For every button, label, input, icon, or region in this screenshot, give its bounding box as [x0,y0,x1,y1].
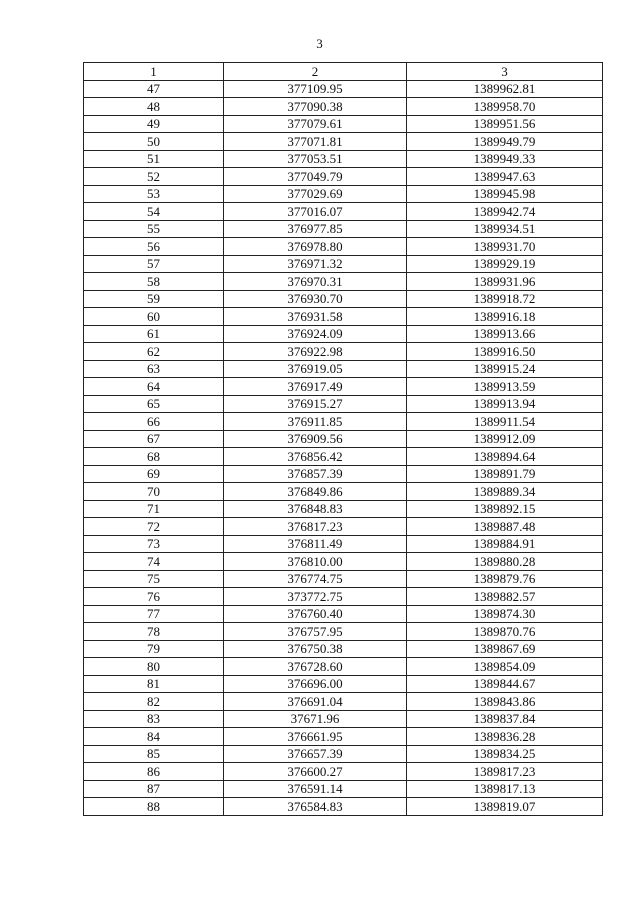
coordinates-table [83,62,603,816]
table-row [84,605,603,623]
cell-y-coordinate: 1389854.09 [407,658,603,676]
cell-x-coordinate: 376978.80 [224,238,407,256]
table-row [84,588,603,606]
cell-x-coordinate: 376924.09 [224,325,407,343]
cell-y-coordinate: 1389958.70 [407,98,603,116]
cell-point-number: 76 [84,588,224,606]
cell-y-coordinate: 1389837.84 [407,710,603,728]
cell-point-number: 79 [84,640,224,658]
table-row [84,728,603,746]
cell-point-number: 73 [84,535,224,553]
table-row [84,220,603,238]
cell-y-coordinate: 1389884.91 [407,535,603,553]
cell-point-number: 63 [84,360,224,378]
cell-point-number: 68 [84,448,224,466]
cell-y-coordinate: 1389879.76 [407,570,603,588]
cell-point-number: 61 [84,325,224,343]
cell-y-coordinate: 1389929.19 [407,255,603,273]
table-row [84,710,603,728]
cell-y-coordinate: 1389891.79 [407,465,603,483]
table-row [84,185,603,203]
cell-x-coordinate: 376760.40 [224,605,407,623]
cell-y-coordinate: 1389880.28 [407,553,603,571]
table-row [84,535,603,553]
table-row [84,203,603,221]
table-row [84,623,603,641]
table-row [84,570,603,588]
cell-point-number: 67 [84,430,224,448]
cell-point-number: 50 [84,133,224,151]
cell-x-coordinate: 376971.32 [224,255,407,273]
table-row [84,465,603,483]
cell-y-coordinate: 1389913.94 [407,395,603,413]
cell-x-coordinate: 376811.49 [224,535,407,553]
cell-point-number: 77 [84,605,224,623]
cell-point-number: 74 [84,553,224,571]
cell-x-coordinate: 377090.38 [224,98,407,116]
cell-y-coordinate: 1389894.64 [407,448,603,466]
cell-x-coordinate: 376909.56 [224,430,407,448]
cell-point-number: 75 [84,570,224,588]
cell-x-coordinate: 376919.05 [224,360,407,378]
cell-point-number: 60 [84,308,224,326]
cell-x-coordinate: 376930.70 [224,290,407,308]
cell-point-number: 57 [84,255,224,273]
table-row [84,168,603,186]
table-row [84,798,603,816]
cell-x-coordinate: 377049.79 [224,168,407,186]
cell-point-number: 53 [84,185,224,203]
cell-y-coordinate: 1389962.81 [407,80,603,98]
cell-x-coordinate: 376600.27 [224,763,407,781]
table-row [84,518,603,536]
cell-x-coordinate: 376810.00 [224,553,407,571]
table-row [84,640,603,658]
cell-x-coordinate: 377071.81 [224,133,407,151]
cell-point-number: 54 [84,203,224,221]
cell-y-coordinate: 1389949.33 [407,150,603,168]
cell-point-number: 48 [84,98,224,116]
page-number: 3 [316,36,323,51]
table-row [84,553,603,571]
cell-y-coordinate: 1389949.79 [407,133,603,151]
cell-point-number: 55 [84,220,224,238]
cell-x-coordinate: 376848.83 [224,500,407,518]
table-row [84,483,603,501]
table-row [84,658,603,676]
cell-point-number: 88 [84,798,224,816]
cell-y-coordinate: 1389915.24 [407,360,603,378]
cell-point-number: 71 [84,500,224,518]
cell-point-number: 65 [84,395,224,413]
cell-x-coordinate: 376691.04 [224,693,407,711]
table-row [84,325,603,343]
cell-point-number: 85 [84,745,224,763]
cell-point-number: 69 [84,465,224,483]
cell-x-coordinate: 376696.00 [224,675,407,693]
cell-point-number: 82 [84,693,224,711]
table-row [84,255,603,273]
cell-x-coordinate: 376591.14 [224,780,407,798]
cell-x-coordinate: 376911.85 [224,413,407,431]
cell-y-coordinate: 1389819.07 [407,798,603,816]
cell-point-number: 86 [84,763,224,781]
table-row [84,780,603,798]
cell-point-number: 81 [84,675,224,693]
table-row [84,308,603,326]
table-row [84,763,603,781]
cell-x-coordinate: 37671.96 [224,710,407,728]
cell-point-number: 56 [84,238,224,256]
cell-point-number: 83 [84,710,224,728]
cell-point-number: 70 [84,483,224,501]
cell-y-coordinate: 1389951.56 [407,115,603,133]
cell-x-coordinate: 376774.75 [224,570,407,588]
cell-x-coordinate: 376657.39 [224,745,407,763]
table-row [84,115,603,133]
table-row [84,745,603,763]
cell-point-number: 49 [84,115,224,133]
table-row [84,448,603,466]
table-row [84,150,603,168]
cell-point-number: 78 [84,623,224,641]
table-row [84,238,603,256]
cell-x-coordinate: 373772.75 [224,588,407,606]
table-row [84,500,603,518]
cell-x-coordinate: 376977.85 [224,220,407,238]
header-row [84,63,603,81]
cell-y-coordinate: 1389889.34 [407,483,603,501]
table-row [84,273,603,291]
cell-x-coordinate: 376750.38 [224,640,407,658]
cell-point-number: 51 [84,150,224,168]
table-body [84,80,603,815]
cell-x-coordinate: 377016.07 [224,203,407,221]
cell-x-coordinate: 376922.98 [224,343,407,361]
cell-y-coordinate: 1389916.50 [407,343,603,361]
cell-x-coordinate: 376931.58 [224,308,407,326]
cell-y-coordinate: 1389892.15 [407,500,603,518]
cell-point-number: 66 [84,413,224,431]
cell-point-number: 47 [84,80,224,98]
cell-y-coordinate: 1389934.51 [407,220,603,238]
cell-point-number: 64 [84,378,224,396]
table-row [84,693,603,711]
table-row [84,430,603,448]
cell-y-coordinate: 1389913.59 [407,378,603,396]
column-header-y: 3 [407,63,603,81]
column-header-point: 1 [84,63,224,81]
cell-point-number: 62 [84,343,224,361]
cell-y-coordinate: 1389867.69 [407,640,603,658]
cell-y-coordinate: 1389913.66 [407,325,603,343]
cell-y-coordinate: 1389874.30 [407,605,603,623]
cell-point-number: 84 [84,728,224,746]
table-row [84,80,603,98]
table-row [84,413,603,431]
cell-y-coordinate: 1389918.72 [407,290,603,308]
cell-x-coordinate: 377109.95 [224,80,407,98]
cell-point-number: 72 [84,518,224,536]
table-row [84,98,603,116]
cell-x-coordinate: 376584.83 [224,798,407,816]
cell-y-coordinate: 1389817.13 [407,780,603,798]
cell-x-coordinate: 376849.86 [224,483,407,501]
cell-x-coordinate: 376915.27 [224,395,407,413]
cell-y-coordinate: 1389945.98 [407,185,603,203]
cell-point-number: 87 [84,780,224,798]
cell-y-coordinate: 1389834.25 [407,745,603,763]
cell-x-coordinate: 376970.31 [224,273,407,291]
cell-y-coordinate: 1389931.70 [407,238,603,256]
table-row [84,133,603,151]
table-row [84,343,603,361]
table-row [84,290,603,308]
cell-x-coordinate: 376757.95 [224,623,407,641]
cell-x-coordinate: 376661.95 [224,728,407,746]
cell-y-coordinate: 1389844.67 [407,675,603,693]
column-header-x: 2 [224,63,407,81]
table-row [84,675,603,693]
cell-x-coordinate: 376857.39 [224,465,407,483]
cell-point-number: 52 [84,168,224,186]
cell-x-coordinate: 376856.42 [224,448,407,466]
table-row [84,360,603,378]
cell-y-coordinate: 1389912.09 [407,430,603,448]
cell-y-coordinate: 1389870.76 [407,623,603,641]
cell-x-coordinate: 377079.61 [224,115,407,133]
cell-x-coordinate: 377053.51 [224,150,407,168]
cell-x-coordinate: 376728.60 [224,658,407,676]
cell-point-number: 80 [84,658,224,676]
cell-y-coordinate: 1389882.57 [407,588,603,606]
cell-point-number: 59 [84,290,224,308]
cell-y-coordinate: 1389942.74 [407,203,603,221]
cell-y-coordinate: 1389947.63 [407,168,603,186]
cell-point-number: 58 [84,273,224,291]
cell-y-coordinate: 1389836.28 [407,728,603,746]
cell-y-coordinate: 1389843.86 [407,693,603,711]
cell-x-coordinate: 376917.49 [224,378,407,396]
table-row [84,378,603,396]
cell-x-coordinate: 377029.69 [224,185,407,203]
table-header [84,63,603,81]
table-row [84,395,603,413]
cell-y-coordinate: 1389931.96 [407,273,603,291]
cell-x-coordinate: 376817.23 [224,518,407,536]
cell-y-coordinate: 1389887.48 [407,518,603,536]
cell-y-coordinate: 1389817.23 [407,763,603,781]
cell-y-coordinate: 1389911.54 [407,413,603,431]
cell-y-coordinate: 1389916.18 [407,308,603,326]
